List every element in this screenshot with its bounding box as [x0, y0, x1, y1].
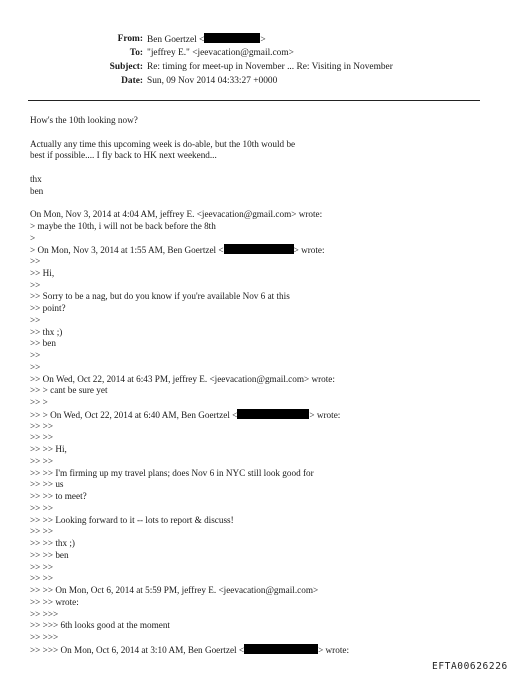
body-line [30, 327, 62, 338]
redaction-box [204, 33, 260, 43]
body-line [30, 115, 138, 126]
from-value [147, 33, 266, 46]
body-line-text: >> [30, 256, 41, 266]
from-suffix: > [260, 35, 266, 45]
body-line-text: >> >> thx ;) [30, 538, 75, 548]
body-line [30, 374, 335, 385]
body-line-text: >> [30, 279, 41, 290]
body-line-text: >> >> Looking forward to it -- lots to report & discuss! [30, 514, 234, 525]
body-line [30, 550, 69, 561]
body-line [30, 174, 42, 185]
body-line-text: >> >> wrote: [30, 596, 79, 607]
redaction-box [244, 644, 318, 654]
body-line [30, 280, 40, 291]
header-from-row [0, 33, 512, 45]
body-line [30, 362, 40, 373]
body-line-text: >> > cant be sure yet [30, 385, 108, 396]
body-line-text: thx [30, 173, 42, 184]
body-line-text: >> [30, 361, 41, 372]
to-label: To: [129, 48, 143, 58]
body-line-text: >> >> [30, 573, 54, 584]
body-line [30, 468, 314, 479]
body-line-text: >> > On Wed, Oct 22, 2014 at 6:40 AM, Ben Goertzel < [30, 409, 238, 420]
body-line-text: > On Mon, Nov 3, 2014 at 1:55 AM, Ben Goertzel < [30, 245, 224, 256]
body-line [30, 644, 349, 655]
body-line [30, 291, 290, 302]
body-line-text: >> >> us [30, 479, 64, 490]
body-line-text: >> >>> On Mon, Oct 6, 2014 at 3:10 AM, Ben Goertzel < [30, 644, 245, 655]
body-line-text: >> >> [30, 502, 54, 513]
body-line [30, 244, 325, 255]
body-line-text: >> thx ;) [30, 326, 63, 337]
body-line-text: >> [30, 350, 41, 360]
body-line [30, 209, 322, 220]
body-line-text: >> ben [30, 338, 56, 349]
body-line-text: >> On Wed, Oct 22, 2014 at 6:43 PM, jeffrey E. <jeevacation@gmail.com> wrote: [30, 373, 335, 384]
body-line-suffix: > wrote: [318, 644, 350, 655]
body-line-text: > maybe the 10th, i will not be back before the 8th [30, 220, 216, 231]
body-line-text: > [30, 232, 36, 243]
date-label: Date: [121, 76, 143, 86]
document-id: EFTA00626226 [432, 661, 508, 672]
body-line [30, 503, 53, 514]
header-divider [28, 100, 480, 101]
from-label: From: [117, 34, 143, 44]
body-line-text: >> > [30, 397, 48, 407]
body-line-text: >> >>> [30, 608, 59, 619]
body-line-text: >> >> [30, 526, 54, 537]
body-line [30, 515, 234, 526]
subject-value: Re: timing for meet-up in November ... Re: Visiting in November [147, 62, 393, 72]
body-line [30, 268, 54, 279]
body-line [30, 385, 108, 396]
body-line-suffix: > wrote: [293, 245, 325, 256]
body-line [30, 221, 216, 232]
body-line-text: >> >> I'm firming up my travel plans; does Nov 6 in NYC still look good for [30, 467, 314, 478]
body-line [30, 303, 66, 314]
body-line [30, 538, 75, 549]
body-line [30, 338, 56, 349]
body-line-text: best if possible.... I fly back to HK next weekend... [30, 150, 217, 161]
body-line-text: >> >> to meet? [30, 491, 87, 501]
body-line [30, 491, 87, 502]
body-line [30, 350, 40, 361]
subject-label: Subject: [109, 62, 143, 72]
body-line-text: >> point? [30, 303, 66, 313]
body-line-text: >> >> [30, 432, 54, 443]
body-line [30, 632, 58, 643]
body-line [30, 585, 318, 596]
body-line [30, 479, 64, 490]
header-subject-row [0, 61, 512, 73]
body-line [30, 315, 40, 326]
date-value: Sun, 09 Nov 2014 04:33:27 +0000 [147, 76, 278, 86]
body-line [30, 139, 295, 150]
from-sender: Ben Goertzel < [147, 35, 205, 45]
body-line-text: >> >> On Mon, Oct 6, 2014 at 5:59 PM, jeffrey E. <jeevacation@gmail.com> [30, 585, 319, 595]
body-line [30, 150, 217, 161]
body-line-text: >> Hi, [30, 267, 55, 278]
header-date-row [0, 75, 512, 87]
body-line [30, 597, 79, 608]
redaction-box [224, 244, 294, 254]
body-line [30, 432, 53, 443]
body-line-text: On Mon, Nov 3, 2014 at 4:04 AM, jeffrey E. <jeevacation@gmail.com> wrote: [30, 209, 323, 219]
body-line [30, 526, 53, 537]
body-line-text: >> >> Hi, [30, 444, 67, 454]
body-line [30, 186, 43, 197]
body-line-text: >> >>> [30, 632, 59, 642]
body-line [30, 256, 40, 267]
body-line-text: Actually any time this upcoming week is do-able, but the 10th would be [30, 138, 296, 149]
body-line [30, 562, 53, 573]
body-line-text: >> >> ben [30, 549, 69, 560]
body-line-text: >> >> [30, 561, 54, 572]
body-line [30, 456, 53, 467]
body-line [30, 421, 53, 432]
body-line [30, 573, 53, 584]
body-line-text: >> [30, 314, 41, 325]
body-line-text: ben [30, 185, 44, 196]
body-line [30, 233, 35, 244]
redaction-box [237, 409, 309, 419]
body-line [30, 444, 67, 455]
body-line [30, 609, 58, 620]
body-line-suffix: > wrote: [309, 409, 341, 420]
body-line-text: >> >> [30, 455, 54, 466]
body-line [30, 409, 340, 420]
body-line-text: >> >>> 6th looks good at the moment [30, 620, 170, 631]
body-line-text: How's the 10th looking now? [30, 115, 138, 125]
body-line-text: >> >> [30, 420, 54, 431]
body-line [30, 620, 170, 631]
body-line [30, 397, 48, 408]
header-to-row [0, 47, 512, 59]
to-value: "jeffrey E." <jeevacation@gmail.com> [147, 48, 294, 58]
body-line-text: >> Sorry to be a nag, but do you know if you're available Nov 6 at this [30, 291, 290, 302]
